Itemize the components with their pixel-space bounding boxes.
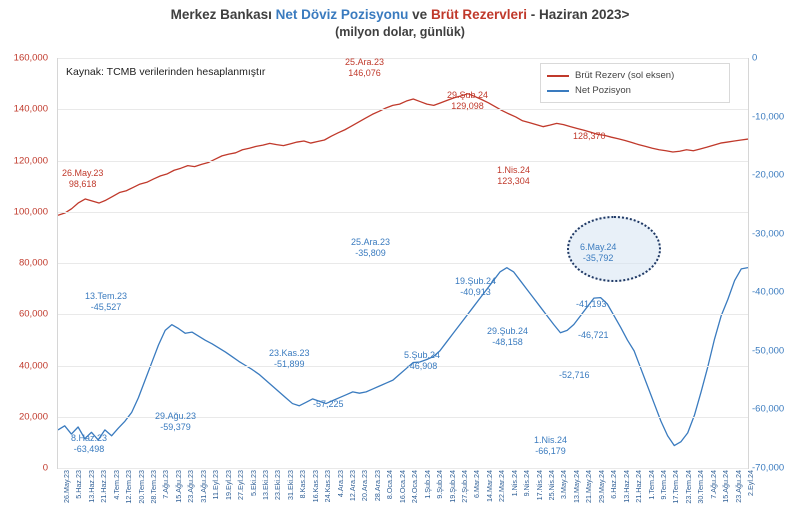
anno-last-gross bbox=[573, 131, 606, 142]
legend bbox=[540, 63, 730, 103]
anno-25ara23-net bbox=[351, 237, 390, 259]
y-right-tick-0: -70,000 bbox=[752, 462, 785, 474]
x-tick-44: 6.Haz.24 bbox=[609, 470, 619, 499]
gridline bbox=[58, 109, 748, 110]
anno-29sub24-gross bbox=[447, 90, 488, 112]
anno-29agu23-net-value: -59,379 bbox=[160, 422, 191, 432]
x-axis bbox=[58, 470, 755, 522]
anno-6may24-net bbox=[580, 242, 616, 264]
anno-6may24-net-date: 6.May.24 bbox=[580, 242, 617, 252]
x-tick-28: 24.Oca.24 bbox=[410, 470, 420, 504]
x-tick-30: 9.Şub.24 bbox=[435, 470, 445, 499]
x-tick-32: 27.Şub.24 bbox=[459, 470, 469, 503]
y-left-tick-8: 160,000 bbox=[13, 52, 48, 64]
anno-8haz23-net-value: -63,498 bbox=[73, 444, 105, 454]
x-tick-43: 29.May.24 bbox=[596, 470, 606, 504]
legend-item-gross bbox=[547, 68, 723, 83]
y-left-tick-4: 80,000 bbox=[18, 257, 48, 269]
title-prefix: Merkez Bankası bbox=[170, 7, 276, 22]
y-right-tick-2: -50,000 bbox=[752, 345, 785, 357]
x-tick-16: 13.Eki.23 bbox=[260, 470, 270, 500]
x-tick-4: 4.Tem.23 bbox=[111, 470, 121, 500]
y-right-tick-1: -60,000 bbox=[752, 403, 785, 415]
anno-5sub24-net bbox=[404, 350, 440, 372]
x-tick-39: 25.Nis.24 bbox=[547, 470, 557, 501]
y-right-tick-5: -20,000 bbox=[752, 169, 785, 181]
anno-25ara23-gross-date: 25.Ara.23 bbox=[345, 57, 385, 67]
anno-25ara23-gross bbox=[345, 57, 384, 79]
gridline bbox=[58, 212, 748, 213]
x-tick-17: 23.Eki.23 bbox=[273, 470, 283, 500]
x-tick-31: 19.Şub.24 bbox=[447, 470, 457, 503]
anno-57225-net bbox=[313, 399, 344, 410]
anno-1nis24-gross bbox=[497, 165, 530, 187]
x-tick-24: 20.Ara.23 bbox=[360, 470, 370, 502]
anno-26may23 bbox=[62, 168, 103, 190]
legend-label-gross: Brüt Rezerv (sol eksen) bbox=[575, 70, 675, 81]
anno-46721-net bbox=[578, 330, 609, 341]
anno-23kas23-net-date: 23.Kas.23 bbox=[269, 348, 310, 358]
x-tick-3: 21.Haz.23 bbox=[99, 470, 109, 503]
x-tick-25: 28.Ara.23 bbox=[372, 470, 382, 502]
gridline bbox=[58, 58, 748, 59]
x-tick-42: 21.May.24 bbox=[584, 470, 594, 504]
y-left-tick-3: 60,000 bbox=[18, 308, 48, 320]
anno-29sub24-gross-value: 129,098 bbox=[451, 101, 484, 111]
anno-8haz23-net-date: 8.Haz.23 bbox=[71, 433, 108, 443]
anno-29sub24-net bbox=[487, 326, 528, 348]
series-line-gross-reserve bbox=[58, 94, 748, 216]
x-tick-41: 13.May.24 bbox=[571, 470, 581, 504]
anno-29sub24-net-value: -48,158 bbox=[492, 337, 523, 347]
x-tick-26: 8.Oca.24 bbox=[385, 470, 395, 500]
gridline bbox=[58, 161, 748, 162]
anno-29agu23-net bbox=[155, 411, 196, 433]
anno-8haz23-net bbox=[71, 433, 107, 455]
x-tick-20: 16.Kas.23 bbox=[310, 470, 320, 503]
axis-line-right bbox=[748, 58, 749, 468]
y-left-tick-5: 100,000 bbox=[13, 206, 48, 218]
x-tick-33: 6.Mar.24 bbox=[472, 470, 482, 498]
y-left-tick-1: 20,000 bbox=[18, 411, 48, 423]
x-tick-40: 3.May.24 bbox=[559, 470, 569, 500]
anno-1nis24-gross-date: 1.Nis.24 bbox=[497, 165, 531, 175]
x-tick-0: 26.May.23 bbox=[62, 470, 71, 504]
anno-25ara23-net-value: -35,809 bbox=[355, 248, 386, 258]
x-tick-35: 22.Mar.24 bbox=[497, 470, 507, 502]
x-tick-15: 5.Eki.23 bbox=[248, 470, 258, 496]
anno-26may23-value: 98,618 bbox=[68, 179, 97, 189]
x-tick-27: 16.Oca.24 bbox=[397, 470, 407, 504]
x-tick-8: 7.Ağu.23 bbox=[161, 470, 171, 499]
anno-5sub24-net-value: -46,908 bbox=[406, 361, 438, 371]
x-tick-45: 13.Haz.24 bbox=[621, 470, 631, 503]
x-tick-1: 5.Haz.23 bbox=[74, 470, 84, 499]
anno-5sub24-net-date: 5.Şub.24 bbox=[404, 350, 441, 360]
y-left-tick-7: 140,000 bbox=[13, 103, 48, 115]
x-tick-54: 23.Ağu.24 bbox=[733, 470, 743, 503]
anno-13tem23-net-date: 13.Tem.23 bbox=[85, 291, 128, 301]
legend-swatch-net-icon bbox=[547, 90, 569, 92]
y-right-tick-6: -10,000 bbox=[752, 111, 785, 123]
x-tick-6: 20.Tem.23 bbox=[136, 470, 146, 504]
x-tick-49: 17.Tem.24 bbox=[671, 470, 681, 504]
anno-52716-net bbox=[559, 370, 590, 381]
anno-57225-net-value: -57,225 bbox=[313, 399, 344, 409]
title-suffix: - Haziran 2023> bbox=[526, 7, 630, 22]
x-tick-52: 7.Ağu.24 bbox=[708, 470, 718, 499]
y-right-tick-7: 0 bbox=[752, 52, 758, 64]
x-tick-37: 9.Nis.24 bbox=[522, 470, 532, 497]
x-tick-13: 19.Eyl.23 bbox=[223, 470, 233, 500]
x-tick-2: 13.Haz.23 bbox=[86, 470, 96, 503]
x-tick-47: 1.Tem.24 bbox=[646, 470, 656, 500]
anno-52716-net-value: -52,716 bbox=[559, 370, 590, 380]
anno-23kas23-net bbox=[269, 348, 310, 370]
x-tick-29: 1.Şub.24 bbox=[422, 470, 432, 499]
anno-46721-net-value: -46,721 bbox=[578, 330, 609, 340]
anno-19sub24-net-value: -40,913 bbox=[460, 287, 491, 297]
y-right-tick-4: -30,000 bbox=[752, 228, 785, 240]
anno-13tem23-net bbox=[85, 291, 127, 313]
x-tick-21: 24.Kas.23 bbox=[323, 470, 333, 503]
legend-item-net bbox=[547, 83, 723, 98]
x-tick-46: 21.Haz.24 bbox=[634, 470, 644, 503]
x-tick-48: 9.Tem.24 bbox=[658, 470, 668, 500]
title-net-position: Net Döviz Pozisyonu bbox=[275, 7, 409, 22]
page-title bbox=[0, 6, 800, 24]
y-left-tick-2: 40,000 bbox=[18, 360, 48, 371]
anno-1nis24-net-date: 1.Nis.24 bbox=[534, 435, 568, 445]
gridline bbox=[58, 468, 748, 469]
x-tick-19: 8.Kas.23 bbox=[298, 470, 308, 499]
x-tick-51: 30.Tem.24 bbox=[696, 470, 706, 504]
title-conjunction: ve bbox=[408, 7, 431, 22]
anno-1nis24-gross-value: 123,304 bbox=[497, 176, 530, 186]
anno-1nis24-net-value: -66,179 bbox=[535, 446, 566, 456]
anno-19sub24-net bbox=[455, 276, 496, 298]
anno-6may24-net-value: -35,792 bbox=[582, 253, 614, 263]
anno-13tem23-net-value: -45,527 bbox=[90, 302, 122, 312]
y-left-tick-6: 120,000 bbox=[13, 155, 48, 166]
anno-19sub24-net-date: 19.Şub.24 bbox=[455, 276, 497, 286]
x-tick-22: 4.Ara.23 bbox=[335, 470, 345, 498]
source-note: Kaynak: TCMB verilerinden hesaplanmıştır bbox=[66, 66, 266, 78]
x-tick-9: 15.Ağu.23 bbox=[173, 470, 183, 503]
anno-25ara23-net-date: 25.Ara.23 bbox=[351, 237, 391, 247]
anno-41193-net-value: -41,193 bbox=[576, 299, 607, 309]
anno-29sub24-net-date: 29.Şub.24 bbox=[487, 326, 529, 336]
x-tick-11: 31.Ağu.23 bbox=[198, 470, 208, 503]
anno-41193-net bbox=[576, 299, 607, 310]
x-tick-36: 1.Nis.24 bbox=[509, 470, 519, 497]
legend-swatch-gross-icon bbox=[547, 75, 569, 77]
x-tick-14: 27.Eyl.23 bbox=[236, 470, 246, 500]
page-subtitle: (milyon dolar, günlük) bbox=[335, 25, 465, 39]
legend-label-net: Net Pozisyon bbox=[575, 85, 631, 96]
y-right-tick-3: -40,000 bbox=[752, 286, 785, 298]
anno-26may23-date: 26.May.23 bbox=[62, 168, 104, 178]
anno-29agu23-net-date: 29.Ağu.23 bbox=[155, 411, 197, 421]
title-gross-reserves: Brüt Rezervleri bbox=[430, 7, 527, 22]
y-left-tick-0: 0 bbox=[42, 462, 48, 474]
x-tick-50: 23.Tem.24 bbox=[683, 470, 693, 504]
gridline bbox=[58, 314, 748, 315]
x-tick-34: 14.Mar.24 bbox=[484, 470, 494, 502]
x-tick-53: 15.Ağu.24 bbox=[721, 470, 731, 503]
anno-1nis24-net bbox=[534, 435, 567, 457]
anno-23kas23-net-value: -51,899 bbox=[274, 359, 305, 369]
anno-25ara23-gross-value: 146,076 bbox=[348, 68, 381, 78]
x-tick-18: 31.Eki.23 bbox=[285, 470, 295, 500]
x-tick-23: 12.Ara.23 bbox=[348, 470, 358, 502]
x-tick-5: 12.Tem.23 bbox=[124, 470, 134, 504]
x-tick-10: 23.Ağu.23 bbox=[186, 470, 196, 503]
x-tick-38: 17.Nis.24 bbox=[534, 470, 544, 501]
gridline bbox=[58, 366, 748, 367]
x-tick-55: 2.Eyl.24 bbox=[746, 470, 755, 496]
anno-29sub24-gross-date: 29.Şub.24 bbox=[447, 90, 489, 100]
x-tick-12: 11.Eyl.23 bbox=[211, 470, 221, 500]
x-tick-7: 28.Tem.23 bbox=[149, 470, 159, 504]
anno-last-gross-value: 128,370 bbox=[573, 131, 606, 141]
